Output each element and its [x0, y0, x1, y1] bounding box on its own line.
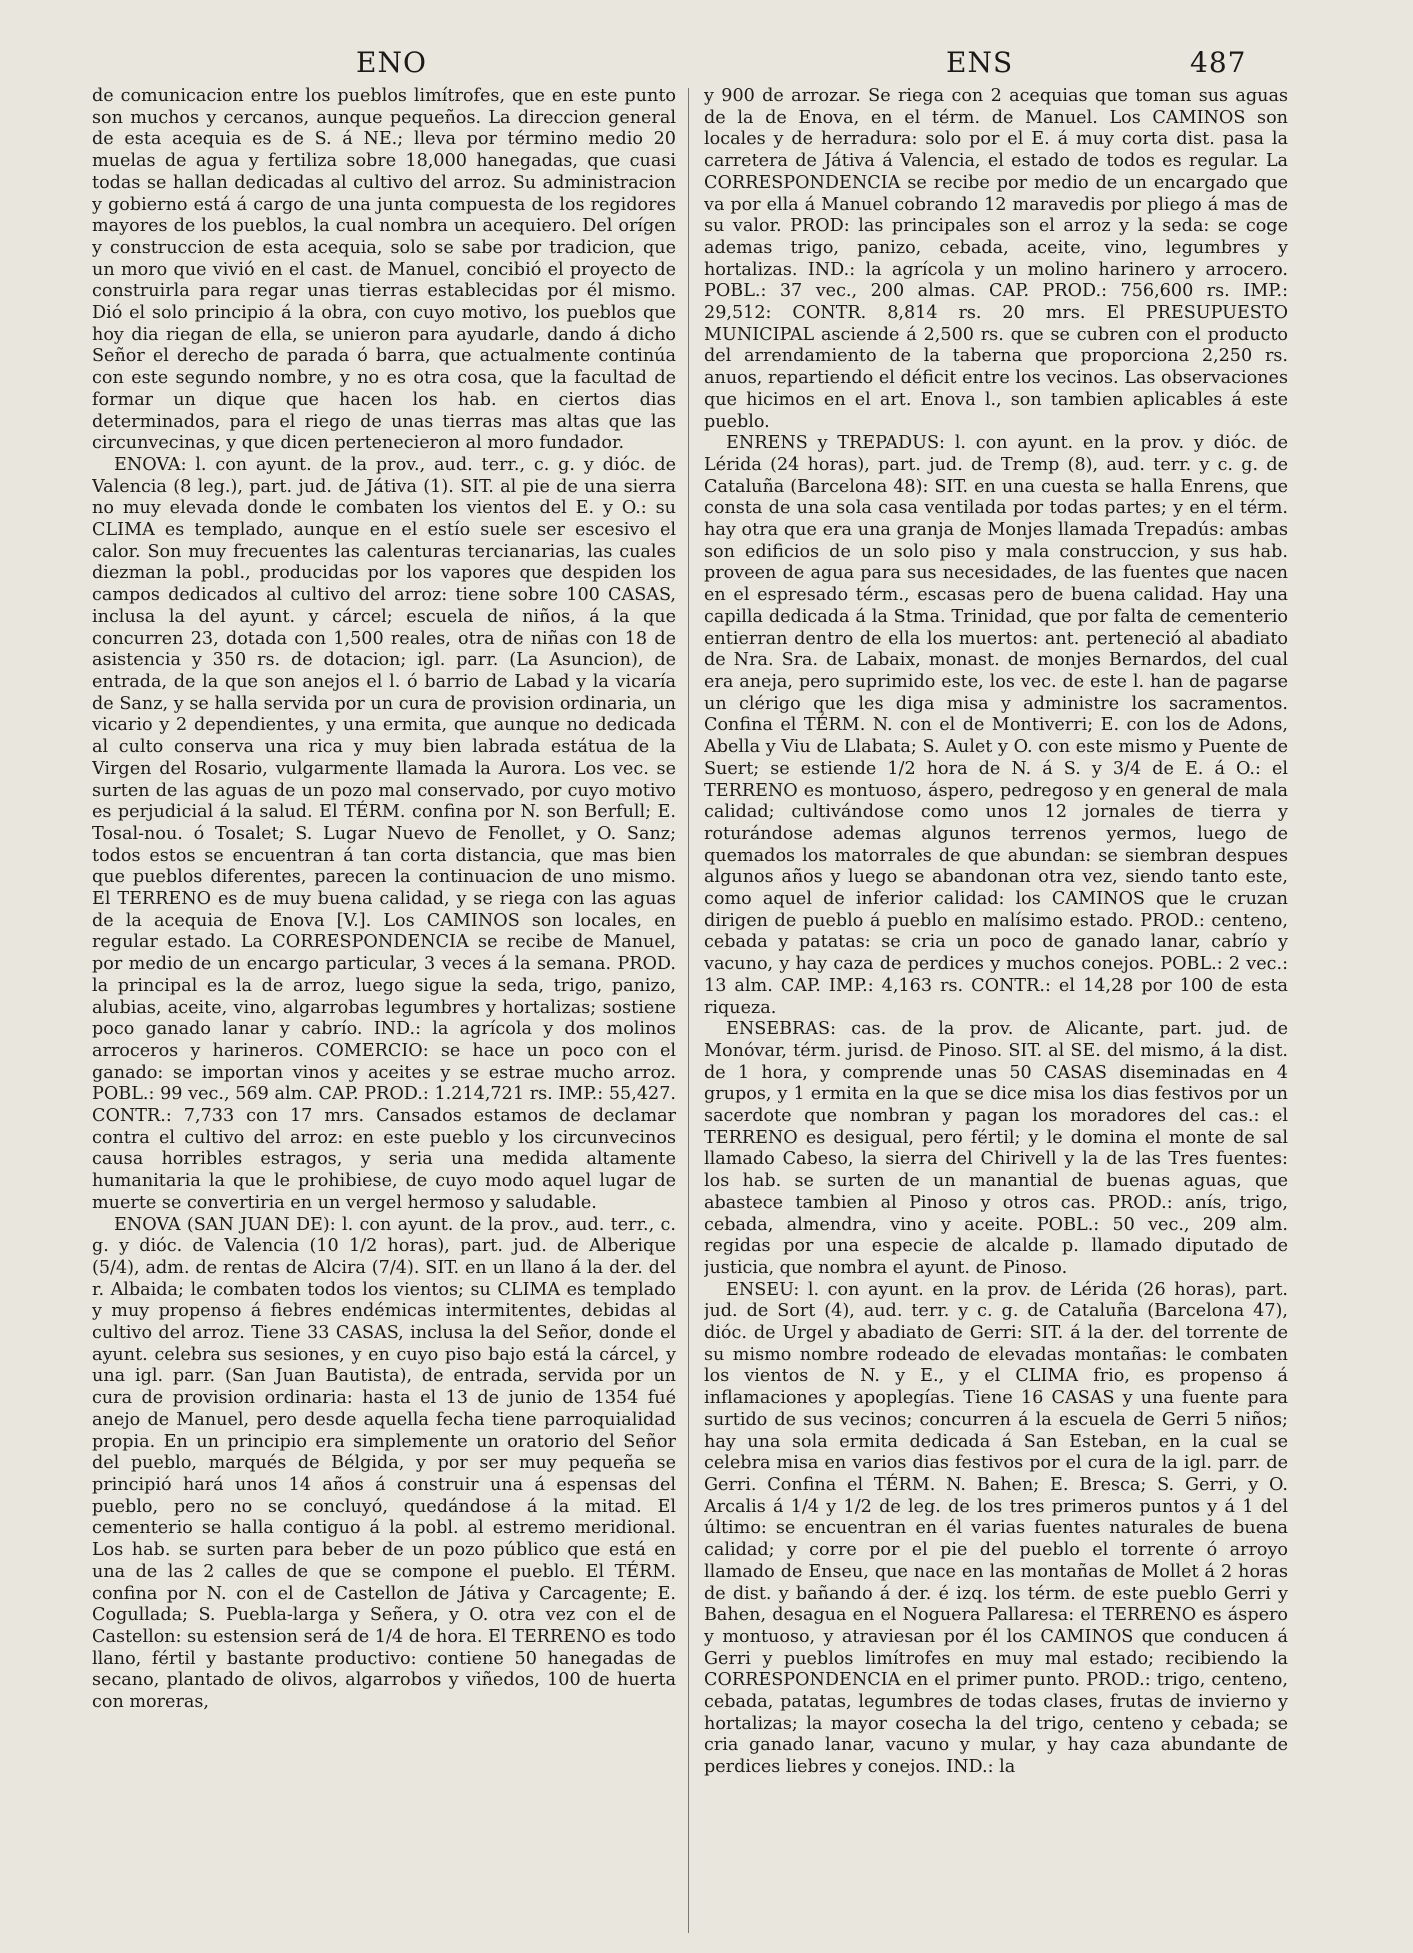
entry-enrens-trepadus: ENRENS y TREPADUS: l. con ayunt. en la prov. y dióc. de Lérida (24 horas), part. jud. de Tremp (8), aud. terr. y c. g. de Cataluña (Barcelona 48): SIT. en una cuesta se halla Enrens, que consta de una sola casa ventilada por todas partes; y en el térm. hay otra que era una granja de Monjes llamada Trepadús: ambas son edificios de un solo piso y mala construccion, y sus hab. proveen de agua para sus necesidades, de las fuentes que nacen en el espresado térm., escasas pero de buena calidad. Hay una capilla dedicada á la Stma. Trinidad, que por falta de cementerio entierran dentro de ella los muertos: ant. perteneció al abadiato de Nra. Sra. de Labaix, monast. de monjes Bernardos, del cual era aneja, pero suprimido este, los vec. de este l. han de pagarse un clérigo que les diga misa y administre los sacramentos. Confina el TÉRM. N. con el de Montiverri; E. con los de Adons, Abella y Viu de Llabata; S. Aulet y O. con este mismo y Puente de Suert; se estiende 1/2 hora de N. á S. y 3/4 de E. á O.: el TERRENO es montuoso, áspero, pedregoso y en general de mala calidad; cultivándose como unos 12 jornales de tierra y roturándose ademas algunos terrenos yermos, luego de quemados los matorrales de que abundan: se siembran despues algunos años y luego se abandonan otra vez, siendo tanto este, como aquel de inferior calidad: los CAMINOS que le cruzan dirigen de pueblo á pueblo en malísimo estado. PROD.: centeno, cebada y patatas: se cria un poco de ganado lanar, cabrío y vacuno, y hay caza de perdices y muchos conejos. POBL.: 2 vec.: 13 alm. CAP. IMP.: 4,163 rs. CONTR.: el 14,28 por 100 de esta riqueza.: [704, 433, 1288, 1018]
header-right-word: ENS: [946, 46, 1014, 79]
entry-enova: ENOVA: l. con ayunt. de la prov., aud. terr., c. g. y dióc. de Valencia (8 leg.), part. jud. de Játiva (1). SIT. al pie de una sierra no muy elevada donde le combaten los vientos del E. y O.: su CLIMA es templado, aunque en el estío suele ser escesivo el calor. Son muy frecuentes las calenturas tercianarias, las cuales diezman la pobl., producidas por los vapores que despiden los campos dedicados al cultivo del arroz: tiene sobre 100 CASAS, inclusa la del ayunt. y cárcel; escuela de niños, á la que concurren 23, dotada con 1,500 reales, otra de niñas con 18 de asistencia y 350 rs. de dotacion; igl. parr. (La Asuncion), de entrada, de la que son anejos el l. ó barrio de Labad y la vicaría de Sanz, y se halla servida por un cura de provision ordinaria, un vicario y 2 dependientes, y una ermita, que aunque no dedicada al culto conserva una rica y muy bien labrada estátua de la Virgen del Rosario, vulgarmente llamada la Aurora. Los vec. se surten de las aguas de un pozo mal conservado, por cuyo motivo es perjudicial á la salud. El TÉRM. confina por N. son Berfull; E. Tosal-nou. ó Tosalet; S. Lugar Nuevo de Fenollet, y O. Sanz; todos estos se encuentran á tan corta distancia, que mas bien que pueblos diferentes, parecen la continuacion de uno mismo. El TERRENO es de muy buena calidad, y se riega con las aguas de la acequia de Enova [V.]. Los CAMINOS son locales, en regular estado. La CORRESPONDENCIA se recibe de Manuel, por medio de un encargo particular, 3 veces á la semana. PROD. la principal es la de arroz, luego sigue la seda, trigo, panizo, alubias, aceite, vino, algarrobas legumbres y hortalizas; sostiene poco ganado lanar y cabrío. IND.: la agrícola y dos molinos arroceros y harineros. COMERCIO: se hace un poco con el ganado: se importan vinos y aceites y se estrae mucho arroz. POBL.: 99 vec., 569 alm. CAP. PROD.: 1.214,721 rs. IMP.: 55,427. CONTR.: 7,733 con 17 mrs. Cansados estamos de declamar contra el cultivo del arroz: en este pueblo y los circunvecinos causa horribles estragos, y seria una medida altamente humanitaria la que le prohibiese, de cuyo modo aquel lugar de muerte se convertiria en un vergel hermoso y saludable.: [92, 454, 676, 1213]
header-left-word: ENO: [356, 46, 427, 79]
page-number: 487: [1190, 46, 1247, 79]
running-head: [0, 46, 1413, 90]
entry-enova-san-juan: ENOVA (SAN JUAN DE): l. con ayunt. de la prov., aud. terr., c. g. y dióc. de Valencia (10 1/2 horas), part. jud. de Alberique (5/4), adm. de rentas de Alcira (7/4). SIT. en un llano á la der. del r. Albaida; le combaten todos los vientos; su CLIMA es templado y muy propenso á fiebres endémicas intermitentes, debidas al cultivo del arroz. Tiene 33 CASAS, inclusa la del Señor, donde el ayunt. celebra sus sesiones, y en cuyo piso bajo está la cárcel, y una igl. parr. (San Juan Bautista), de entrada, servida por un cura de provision ordinaria: hasta el 13 de junio de 1354 fué anejo de Manuel, pero desde aquella fecha tiene parroquialidad propia. En un principio era simplemente un oratorio del Señor del pueblo, marqués de Bélgida, y por ser muy pequeña se principió hará unos 14 años á construir una á espensas del pueblo, pero no se concluyó, quedándose á la mitad. El cementerio se halla contiguo á la pobl. al estremo meridional. Los hab. se surten para beber de un pozo público que está en una de las 2 calles de que se compone el pueblo. El TÉRM. confina por N. con el de Castellon de Játiva y Carcagente; E. Cogullada; S. Puebla-larga y Señera, y O. otra vez con el de Castellon: su estension será de 1/4 de hora. El TERRENO es todo llano, fértil y bastante productivo: contiene 50 hanegadas de secano, plantado de olivos, algarrobos y viñedos, 100 de huerta con moreras,: [92, 1214, 676, 1713]
entry-ensebras: ENSEBRAS: cas. de la prov. de Alicante, part. jud. de Monóvar, térm. jurisd. de Pinoso. SIT. al SE. del mismo, á la dist. de 1 hora, y comprende unas 50 CASAS diseminadas en 4 grupos, y 1 ermita en la que se dice misa los dias festivos por un sacerdote que nombran y pagan los moradores del cas.: el TERRENO es desigual, pero fértil; y le domina el monte de sal llamado Cabeso, la sierra del Chirivell y la de las Tres fuentes: los hab. se surten de un manantial de buenas aguas, que abastece tambien al Pinoso y otros cas. PROD.: anís, trigo, cebada, almendra, vino y aceite. POBL.: 50 vec., 209 alm. regidas por una especie de alcalde p. llamado diputado de justicia, que nombra el ayunt. de Pinoso.: [704, 1019, 1288, 1278]
entry-acequia-continuation: de comunicacion entre los pueblos limítrofes, que en este punto son muchos y cercanos, aunque pequeños. La direccion general de esta acequia es de S. á NE.; lleva por término medio 20 muelas de agua y fertiliza sobre 18,000 hanegadas, que cuasi todas se hallan dedicadas al cultivo del arroz. Su administracion y gobierno está á cargo de una junta compuesta de los regidores mayores de los pueblos, la cual nombra un acequiero. Del orígen y construccion de esta acequia, solo se sabe por tradicion, que un moro que vivió en el cast. de Manuel, concibió el proyecto de construirla para regar unas tierras establecidas por él mismo. Dió el solo principio á la obra, con cuyo motivo, los pueblos que hoy dia riegan de ella, se unieron para ayudarle, dando á dicho Señor el derecho de parada ó barra, que actualmente continúa con este segundo nombre, y no es otra cosa, que la facultad de formar un dique que hacen los hab. en ciertos dias determinados, para el riego de unas tierras mas altas que las circunvecinas, y que dicen pertenecieron al moro fundador.: [92, 86, 676, 454]
column-divider: [688, 88, 689, 1933]
entry-enseu: ENSEU: l. con ayunt. en la prov. de Lérida (26 horas), part. jud. de Sort (4), aud. terr. y c. g. de Cataluña (Barcelona 47), dióc. de Urgel y abadiato de Gerri: SIT. á la der. del torrente de su mismo nombre rodeado de elevadas montañas: le combaten los vientos de N. y E., y el CLIMA frio, es propenso á inflamaciones y apoplegías. Tiene 16 CASAS y una fuente para surtido de sus vecinos; concurren á la escuela de Gerri 5 niños; hay una sola ermita dedicada á San Esteban, en la cual se celebra misa en varios dias festivos por el cura de la igl. parr. de Gerri. Confina el TÉRM. N. Bahen; E. Bresca; S. Gerri, y O. Arcalis á 1/4 y 1/2 de leg. de los tres primeros puntos y á 1 del último: se encuentran en él varias fuentes naturales de buena calidad; y corre por el pie del pueblo el torrente ó arroyo llamado de Enseu, que nace en las montañas de Mollet á 2 horas de dist. y bañando á der. é izq. los térm. de este pueblo Gerri y Bahen, desagua en el Noguera Pallaresa: el TERRENO es áspero y montuoso, y atraviesan por él los CAMINOS que conducen á Gerri y pueblos limítrofes en muy mal estado; recibiendo la CORRESPONDENCIA en el primer punto. PROD.: trigo, centeno, cebada, patatas, legumbres de todas clases, frutas de invierno y hortalizas; la mayor cosecha la del trigo, centeno y cebada; se cria ganado lanar, vacuno y mular, y hay caza abundante de perdices liebres y conejos. IND.: la: [704, 1279, 1288, 1778]
right-column: [704, 86, 1288, 1936]
left-column: [92, 86, 676, 1936]
entry-enova-san-juan-continuation: y 900 de arrozar. Se riega con 2 acequias que toman sus aguas de la de Enova, en el térm. de Manuel. Los CAMINOS son locales y de herradura: solo por el E. á muy corta dist. pasa la carretera de Játiva á Valencia, el estado de todos es regular. La CORRESPONDENCIA se recibe por medio de un encargado que va por ella á Manuel cobrando 12 maravedis por pliego á mas de su valor. PROD: las principales son el arroz y la seda: se coge ademas trigo, panizo, cebada, aceite, vino, legumbres y hortalizas. IND.: la agrícola y un molino harinero y arrocero. POBL.: 37 vec., 200 almas. CAP. PROD.: 756,600 rs. IMP.: 29,512: CONTR. 8,814 rs. 20 mrs. El PRESUPUESTO MUNICIPAL asciende á 2,500 rs. que se cubren con el producto del arrendamiento de la taberna que proporciona 2,250 rs. anuos, repartiendo el déficit entre los vecinos. Las observaciones que hicimos en el art. Enova l., son tambien aplicables á este pueblo.: [704, 86, 1288, 432]
